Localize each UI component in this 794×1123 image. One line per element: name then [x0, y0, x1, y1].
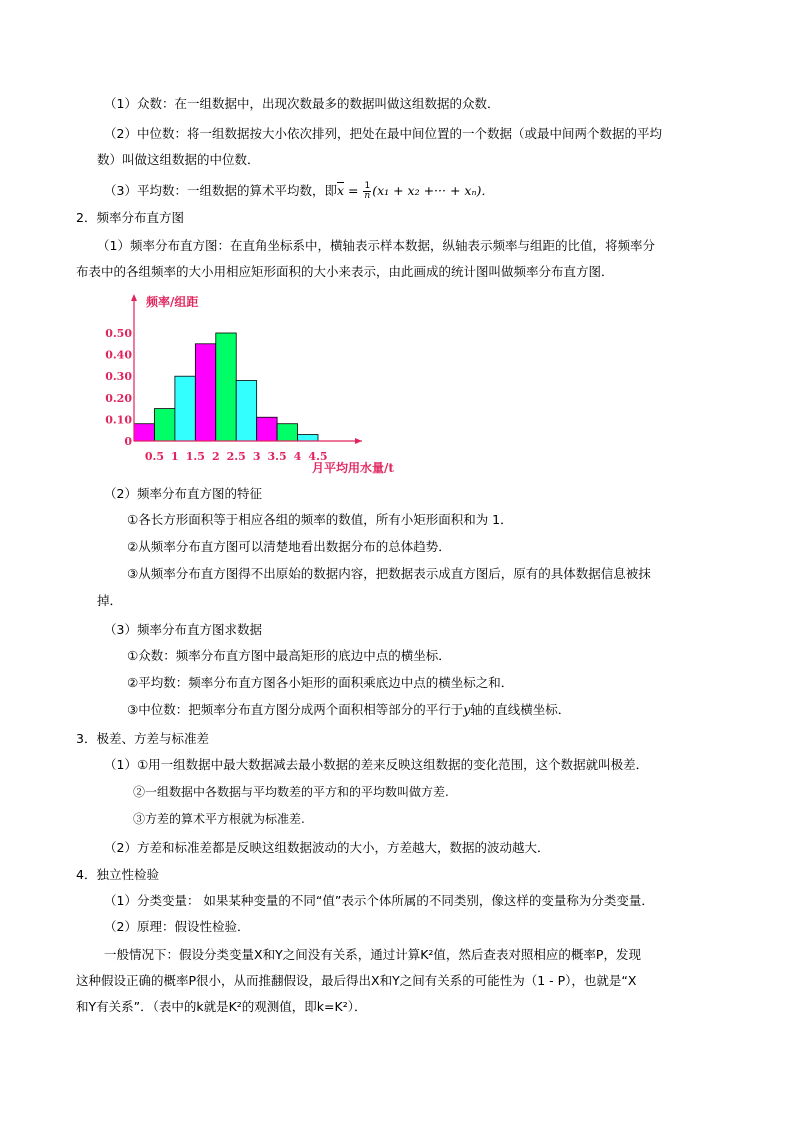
feature-1: ①各长方形面积等于相应各组的频率的数值，所有小矩形面积和为 1． [127, 512, 513, 527]
categorical-variable-definition: （1）分类变量： 如果某种变量的不同“值”表示个体所属的不同类别，像这样的变量称为分类变量． [104, 893, 654, 908]
histogram-bar [236, 381, 256, 441]
range-definition: （1）①用一组数据中最大数据减去最小数据的差来反映这组数据的变化范围，这个数据就叫极差． [104, 757, 649, 772]
feature-2: ②从频率分布直方图可以清楚地看出数据分布的总体趋势． [127, 539, 451, 554]
median-definition-line2: 数）叫做这组数据的中位数． [97, 152, 260, 167]
median-text-b: 轴的直线横坐标． [470, 702, 571, 717]
x-tick-label: 3.5 [267, 450, 287, 463]
x-tick-label: 0.5 [144, 450, 165, 463]
general-case-line1: 一般情况下：假设分类变量X和Y之间没有关系，通过计算K²值，然后查表对照相应的概率P，发现 [104, 947, 641, 962]
stddev-definition: ③方差的算术平方根就为标准差. [133, 812, 305, 826]
section4-heading: 4．独立性检验 [76, 867, 159, 882]
frequency-histogram [105, 290, 422, 480]
sum-expression: (x₁ + x₂ +··· + xₙ)． [372, 183, 494, 198]
y-tick-label: 0.10 [105, 413, 132, 427]
y-axis-arrow [131, 294, 137, 301]
fraction-denominator: n [364, 191, 371, 201]
histogram-bar [216, 333, 236, 441]
histogram-bar [175, 376, 195, 441]
x-tick-label: 2 [211, 450, 220, 463]
variance-definition: ②一组数据中各数据与平均数差的平方和的平均数叫做方差. [133, 785, 449, 799]
histogram-definition-line1: （1）频率分布直方图：在直角坐标系中，横轴表示样本数据，纵轴表示频率与组距的比值，将频率分 [97, 238, 655, 253]
x-tick-label: 1.5 [185, 450, 205, 463]
section2-heading: 2．频率分布直方图 [76, 210, 184, 225]
histogram-median [127, 702, 570, 718]
feature-3-line1: ③从频率分布直方图得不出原始的数据内容，把数据表示成直方图后，原有的具体数据信息被抹 [127, 566, 651, 581]
histogram-bar [195, 344, 215, 441]
histogram-definition-line2: 布表中的各组频率的大小用相应矩形面积的大小来表示，由此画成的统计图叫做频率分布直方图． [76, 264, 614, 279]
mean-definition [104, 182, 494, 201]
histogram-bar [298, 435, 318, 441]
equals-sign: = [344, 183, 363, 198]
median-text-a: ③中位数：把频率分布直方图分成两个面积相等部分的平行于 [127, 702, 464, 717]
histogram-bar [154, 409, 174, 441]
x-tick-label: 2.5 [226, 450, 246, 463]
x-tick-label: 4 [293, 450, 302, 463]
one-over-n-fraction [363, 182, 371, 201]
mean-text: （3）平均数：一组数据的算术平均数，即 [104, 183, 337, 198]
x-tick-label: 3 [252, 450, 261, 463]
section3-heading: 3．极差、方差与标准差 [76, 731, 209, 746]
principle: （2）原理：假设性检验． [104, 919, 250, 934]
x-axis-arrow [355, 438, 362, 444]
x-tick-label: 4.5 [308, 450, 328, 463]
xbar-symbol: $\overline{x}$ [336, 183, 345, 198]
histogram-stats-heading: （3）频率分布直方图求数据 [104, 622, 262, 637]
histogram-mode: ①众数：频率分布直方图中最高矩形的底边中点的横坐标． [127, 648, 451, 663]
x-axis-label: 月平均用水量/t [312, 461, 394, 475]
y-tick-label: 0.50 [105, 327, 132, 340]
y-tick-label: 0.40 [105, 348, 132, 362]
mode-definition: （1）众数：在一组数据中，出现次数最多的数据叫做这组数据的众数． [104, 96, 500, 111]
general-case-line2: 这种假设正确的概率P很小，从而推翻假设，最后得出X和Y之间有关系的可能性为（1 - P），也就是“X [76, 973, 637, 988]
x-tick-label: 1 [171, 450, 179, 463]
y-tick-label: 0.30 [105, 370, 132, 384]
y-symbol: y [463, 702, 471, 717]
variance-meaning: （2）方差和标准差都是反映这组数据波动的大小，方差越大，数据的波动越大． [104, 840, 550, 855]
y-tick-label: 0.20 [105, 391, 132, 405]
histogram-bar [134, 424, 154, 441]
median-definition-line1: （2）中位数：将一组数据按大小依次排列，把处在最中间位置的一个数据（或最中间两个数据的平均 [104, 126, 662, 141]
histogram-bar [257, 417, 277, 441]
y-tick-label: 0 [124, 435, 132, 448]
histogram-bar [277, 424, 297, 441]
feature-3-line2: 掉． [97, 593, 123, 608]
general-case-line3: 和Y有关系”．（表中的k就是K²的观测值，即k=K²）． [76, 999, 367, 1014]
fraction-numerator: 1 [364, 181, 371, 191]
y-axis-label: 频率/组距 [146, 295, 199, 309]
histogram-mean: ②平均数：频率分布直方图各小矩形的面积乘底边中点的横坐标之和． [127, 675, 514, 690]
histogram-features-heading: （2）频率分布直方图的特征 [104, 486, 262, 501]
